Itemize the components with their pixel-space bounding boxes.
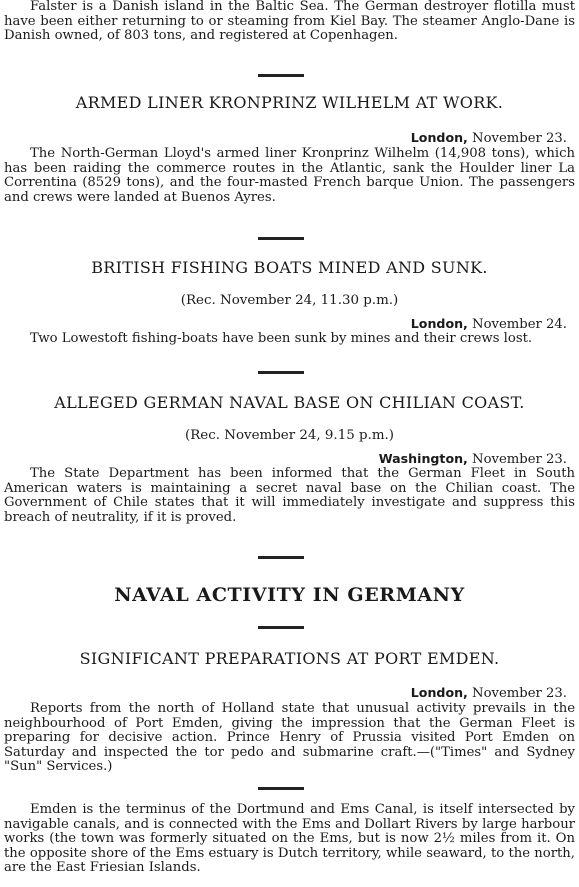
story-heading-port-emden: SIGNIFICANT PREPARATIONS AT PORT EMDEN. [79, 649, 500, 668]
dateline-port-emden [411, 685, 567, 701]
story-body-fishing-boats: Two Lowestoft fishing-boats have been sunk by mines and their crews lost. [30, 331, 533, 346]
dateline-city: Washington, [378, 451, 468, 466]
dateline-city: London, [410, 685, 468, 700]
section-divider [258, 237, 304, 240]
section-divider [258, 787, 304, 790]
dateline-date: November 24. [472, 317, 567, 332]
section-divider [258, 74, 304, 77]
story-body-naval-base: The State Department has been informed that the German Fleet in South American waters is maintaining a secret naval base on the Chilian coast. The Government of Chile states that it will immediately investigate and suppress this breach of neutrality, if it is proved. [4, 466, 575, 525]
story-body-port-emden: Reports from the north of Holland state that unusual activity prevails in the neighbourhood of Port Emden, giving the impression that the German Fleet is preparing for decisive action. Prince Henry of Prussia visited Port Emden on Saturday and inspected the tor pedo and submarine craft.—("Times" and Sydney "Sun" Services.) [4, 701, 575, 775]
dateline-date: November 23. [472, 452, 567, 467]
dateline-city: London, [410, 130, 468, 145]
section-divider [258, 626, 304, 629]
intro-paragraph: Falster is a Danish island in the Baltic Sea. The German destroyer flotilla must have been either returning to or steaming from Kiel Bay. The steamer Anglo-Dane is Danish owned, of 803 tons, and registered at Copenhagen. [4, 0, 575, 44]
story-heading-naval-base: ALLEGED GERMAN NAVAL BASE ON CHILIAN COAST. [54, 393, 525, 412]
received-note-fishing-boats: (Rec. November 24, 11.30 p.m.) [180, 293, 399, 308]
dateline-date: November 23. [472, 686, 567, 701]
dateline-fishing-boats [411, 316, 567, 332]
dateline-date: November 23. [472, 131, 567, 146]
story-heading-kronprinz: ARMED LINER KRONPRINZ WILHELM AT WORK. [75, 93, 504, 112]
story-body-kronprinz: The North-German Lloyd's armed liner Kronprinz Wilhelm (14,908 tons), which has been raiding the commerce routes in the Atlantic, sank the Houlder liner La Correntina (8529 tons), and the four-masted French barque Union. The passengers and crews were landed at Buenos Ayres. [4, 146, 575, 205]
section-divider [258, 371, 304, 374]
received-note-naval-base: (Rec. November 24, 9.15 p.m.) [185, 428, 394, 443]
story-heading-fishing-boats: BRITISH FISHING BOATS MINED AND SUNK. [91, 258, 488, 277]
dateline-naval-base [379, 451, 567, 467]
major-heading: NAVAL ACTIVITY IN GERMANY [114, 584, 465, 606]
dateline-kronprinz [411, 130, 567, 146]
story-body-emden-description: Emden is the terminus of the Dortmund and Ems Canal, is itself intersected by navigable canals, and is connected with the Ems and Dollart Rivers by large harbour works (the town was formerly situated on the Ems, but is now 2½ miles from it. On the opposite shore of the Ems estuary is Dutch territory, while seaward, to the north, are the East Friesian Islands. [4, 802, 575, 876]
section-divider [258, 556, 304, 559]
dateline-city: London, [410, 316, 468, 331]
